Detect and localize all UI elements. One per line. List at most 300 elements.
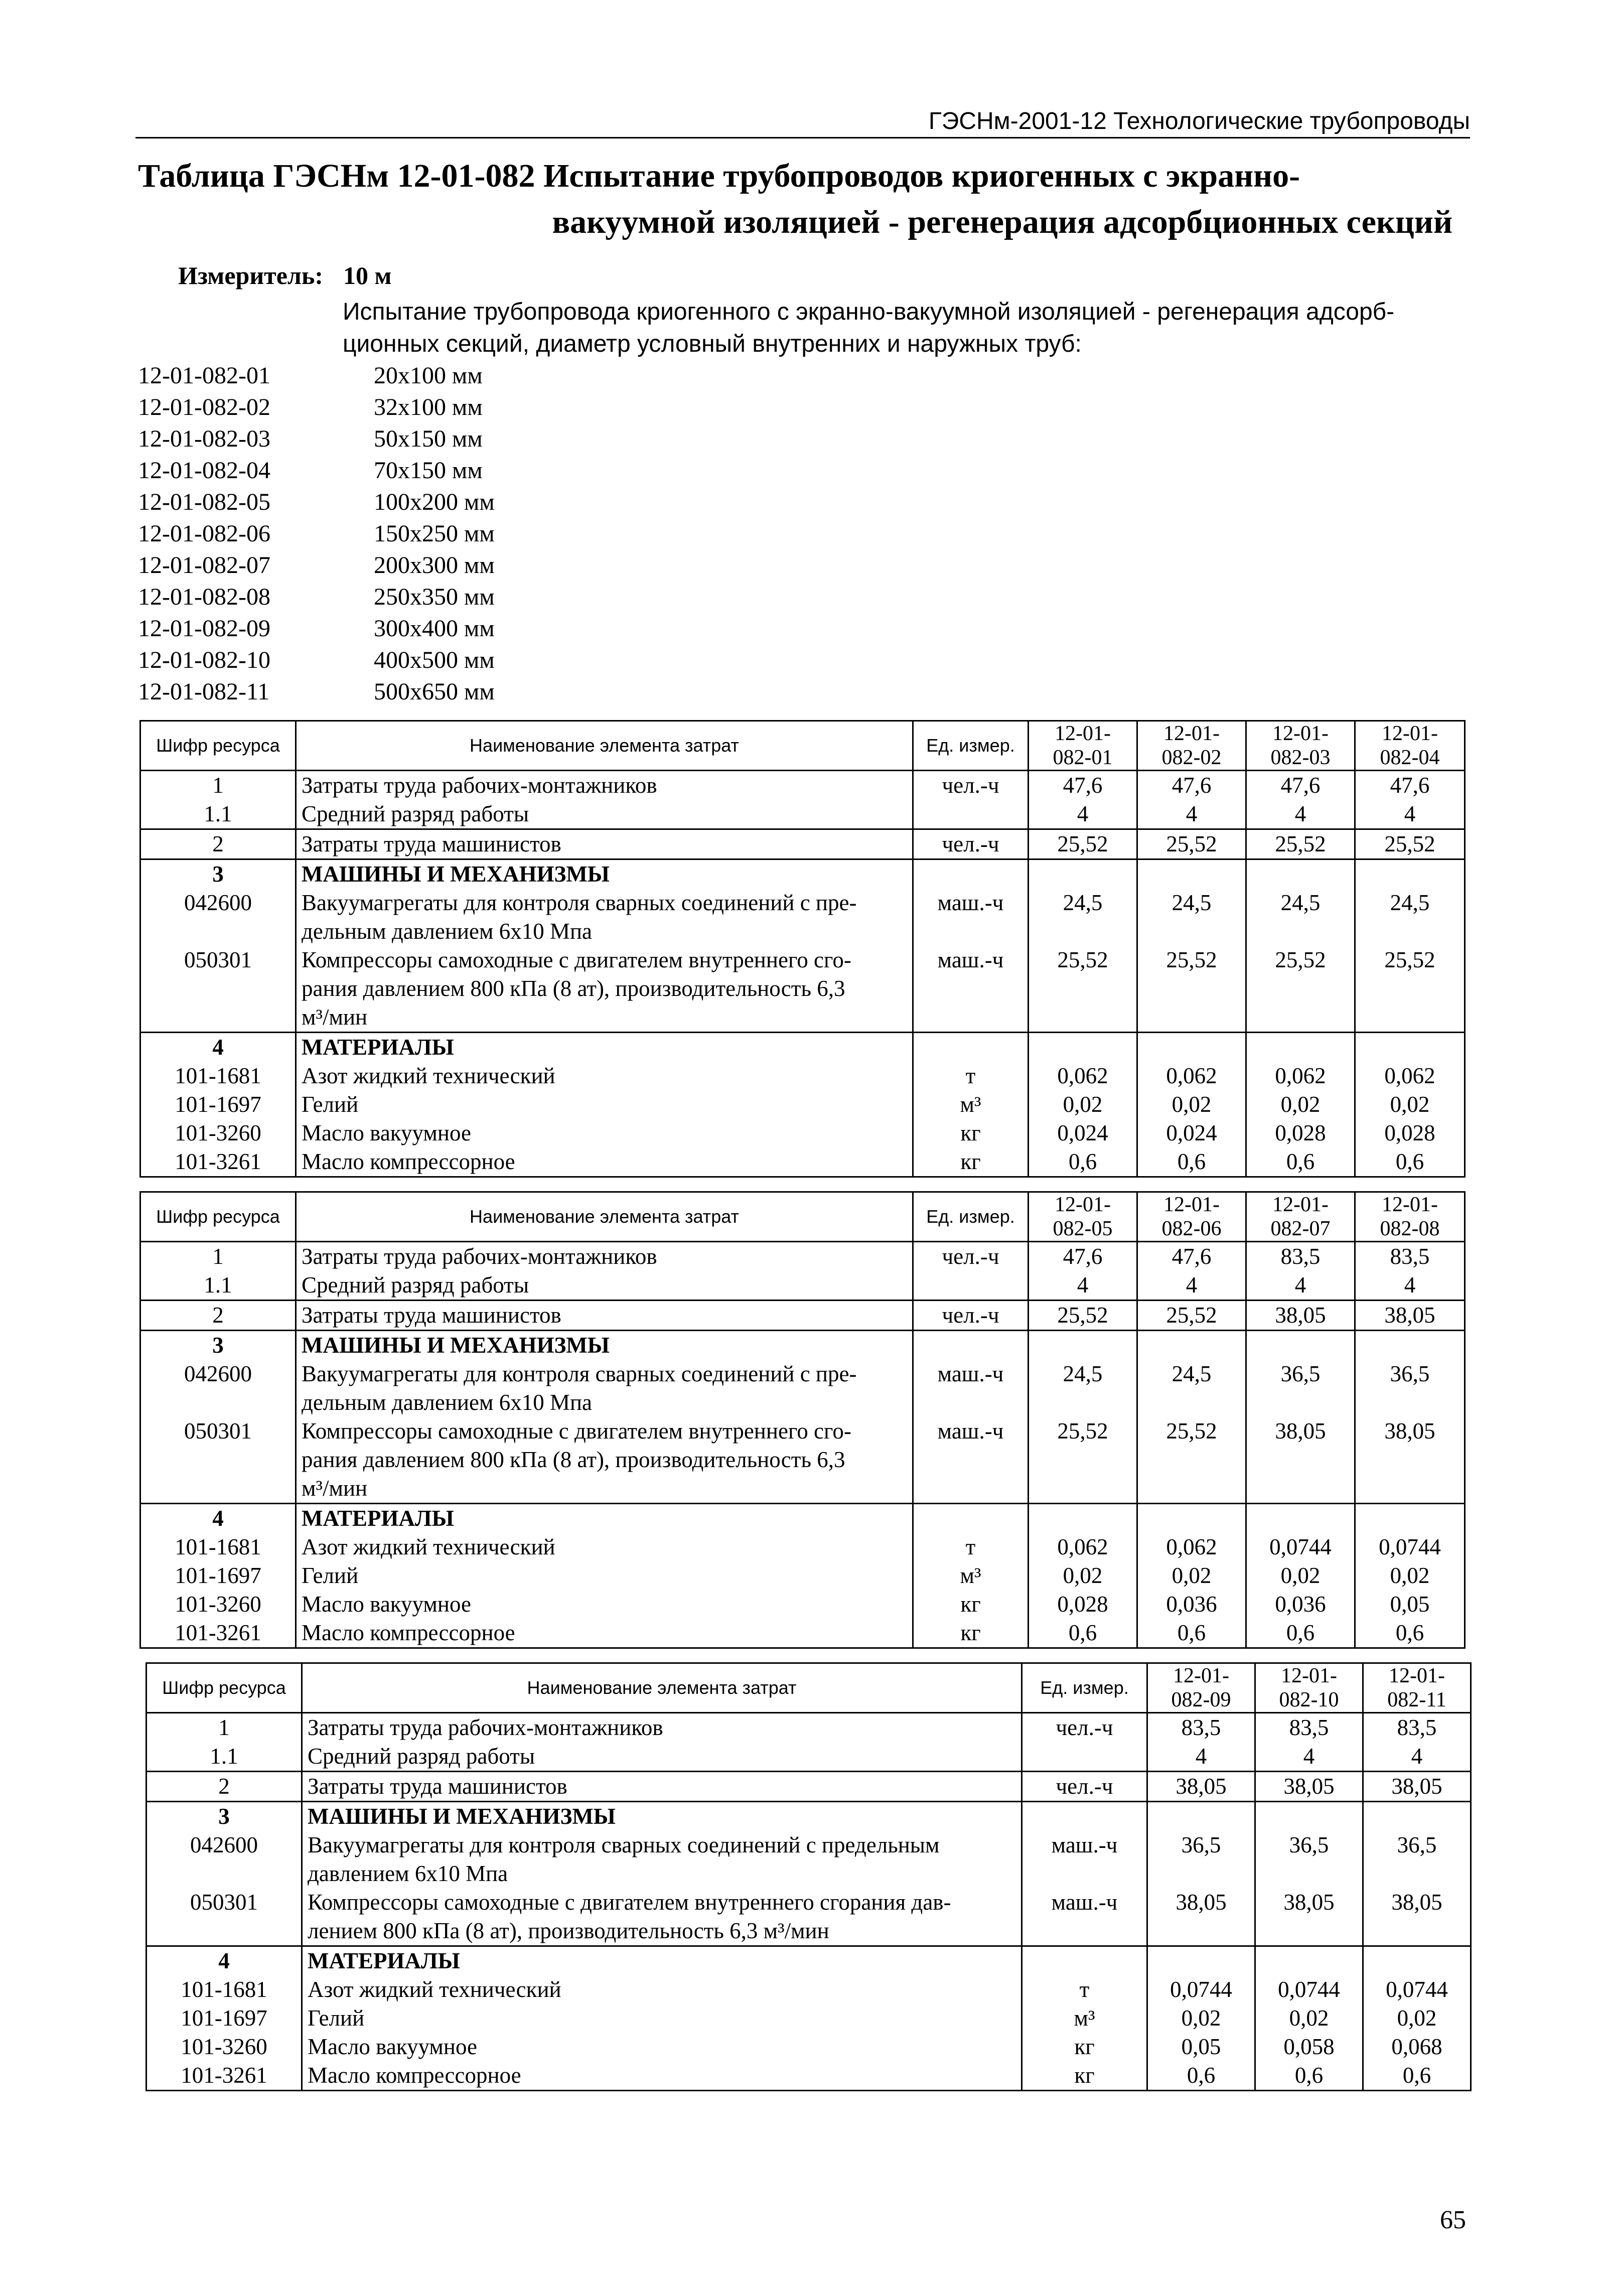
table-row	[140, 1271, 1465, 1301]
norm-value: 0,058	[1255, 2033, 1363, 2061]
header-norm-code	[1355, 1192, 1465, 1242]
norm-value: 0,062	[1246, 1062, 1355, 1090]
norm-code-line: 082-10	[1279, 1688, 1339, 1711]
page-title	[138, 153, 1452, 245]
norm-code-line: 12-01-	[1281, 1664, 1337, 1687]
resource-name-line: давлением 6x10 Мпа	[308, 1861, 508, 1886]
resource-name	[296, 1417, 913, 1504]
norm-value: 0,028	[1029, 1590, 1137, 1619]
item-code: 12-01-082-10	[138, 647, 270, 673]
item-diameter: 300x400 мм	[374, 615, 495, 642]
norm-value: 0,028	[1355, 1119, 1465, 1147]
running-header	[135, 107, 1470, 138]
resource-name-line: м³/мин	[302, 1476, 368, 1501]
norm-code-line: 12-01-	[1382, 1193, 1438, 1216]
resource-code: 042600	[140, 1360, 296, 1417]
norm-value: 38,05	[1255, 1888, 1363, 1946]
norm-value: 83,5	[1246, 1242, 1355, 1271]
item-code: 12-01-082-05	[138, 489, 270, 515]
code-list-item	[138, 644, 495, 676]
resource-unit: кг	[913, 1590, 1029, 1619]
item-code: 12-01-082-07	[138, 552, 270, 579]
norm-value: 38,05	[1255, 1772, 1363, 1802]
norm-value: 0,0744	[1255, 1975, 1363, 2004]
resource-name: Затраты труда рабочих-монтажников	[296, 771, 913, 800]
resource-unit	[913, 1271, 1029, 1301]
table-row	[147, 1772, 1471, 1802]
resource-code: 3	[140, 1331, 296, 1360]
table-row	[140, 1561, 1465, 1590]
norm-value: 0,0744	[1355, 1533, 1465, 1561]
norm-value: 4	[1363, 1742, 1471, 1772]
measure-value: 10 м	[343, 261, 392, 290]
header-unit: Ед. измер.	[1022, 1663, 1147, 1713]
norm-value: 0,0744	[1147, 1975, 1255, 2004]
resource-code: 1.1	[147, 1742, 302, 1772]
norm-value: 4	[1147, 1742, 1255, 1772]
header-name: Наименование элемента затрат	[302, 1663, 1022, 1713]
code-list-item	[138, 423, 495, 455]
norm-value: 0,05	[1147, 2033, 1255, 2061]
resource-name: Затраты труда рабочих-монтажников	[296, 1242, 913, 1271]
resource-name: Средний разряд работы	[296, 1271, 913, 1301]
norm-code-line: 12-01-	[1272, 1193, 1329, 1216]
resource-name: Гелий	[296, 1561, 913, 1590]
resource-name: Масло компрессорное	[296, 1147, 913, 1177]
norm-value	[1137, 1504, 1246, 1533]
table-row	[140, 1619, 1465, 1648]
resource-name: Затраты труда рабочих-монтажников	[302, 1713, 1022, 1743]
header-unit: Ед. измер.	[913, 721, 1029, 771]
norm-value: 0,02	[1137, 1561, 1246, 1590]
resource-code: 1.1	[140, 800, 296, 829]
table-row	[140, 1590, 1465, 1619]
table-row	[147, 1831, 1471, 1888]
resource-code: 101-1681	[140, 1062, 296, 1090]
norm-value: 0,062	[1355, 1062, 1465, 1090]
resource-code: 101-3261	[147, 2061, 302, 2091]
norm-value: 0,0744	[1363, 1975, 1471, 2004]
measure-label: Измеритель:	[178, 261, 324, 290]
resource-code: 2	[140, 829, 296, 859]
norm-value: 0,02	[1246, 1090, 1355, 1119]
norm-value: 24,5	[1029, 889, 1137, 946]
norm-value	[1355, 1331, 1465, 1360]
norm-value: 0,02	[1029, 1090, 1137, 1119]
intro-line-2: ционных секций, диаметр условный внутренних и наружных труб:	[343, 331, 1082, 357]
running-title: ГЭСНм-2001-12 Технологические трубопроводы	[928, 108, 1470, 134]
norm-value: 0,062	[1029, 1533, 1137, 1561]
resource-code: 101-3260	[140, 1590, 296, 1619]
table-row	[147, 2004, 1471, 2033]
norm-value: 0,068	[1363, 2033, 1471, 2061]
norm-value: 47,6	[1246, 771, 1355, 800]
item-diameter: 400x500 мм	[374, 647, 495, 673]
norm-value: 4	[1355, 800, 1465, 829]
resource-name-line: Компрессоры самоходные с двигателем внутреннего сго-	[302, 1418, 851, 1444]
norm-value	[1137, 859, 1246, 889]
header-norm-code	[1246, 721, 1355, 771]
resource-name-line: дельным давлением 6x10 Мпа	[302, 919, 593, 944]
resource-unit: чел.-ч	[913, 771, 1029, 800]
header-norm-code	[1255, 1663, 1363, 1713]
resource-unit: маш.-ч	[913, 889, 1029, 946]
norm-value: 25,52	[1137, 1301, 1246, 1331]
norm-value	[1137, 1033, 1246, 1062]
norm-value: 0,02	[1029, 1561, 1137, 1590]
resource-unit: маш.-ч	[913, 946, 1029, 1033]
table-row	[140, 1417, 1465, 1504]
norm-value: 83,5	[1255, 1713, 1363, 1743]
norm-value: 36,5	[1147, 1831, 1255, 1888]
header-norm-code	[1355, 721, 1465, 771]
norm-value: 47,6	[1137, 1242, 1246, 1271]
resource-code: 3	[147, 1802, 302, 1831]
norm-value: 25,52	[1355, 946, 1465, 1033]
norm-code-line: 12-01-	[1163, 1193, 1220, 1216]
norm-code-line: 12-01-	[1389, 1664, 1445, 1687]
resource-unit: т	[1022, 1975, 1147, 2004]
resource-name: Масло компрессорное	[296, 1619, 913, 1648]
code-list-item	[138, 455, 495, 486]
norm-value	[1246, 1033, 1355, 1062]
norm-value: 25,52	[1029, 1417, 1137, 1504]
norm-value: 0,02	[1355, 1561, 1465, 1590]
norm-value: 36,5	[1363, 1831, 1471, 1888]
resource-code: 4	[140, 1033, 296, 1062]
norm-code-line: 12-01-	[1055, 1193, 1111, 1216]
resource-name: Азот жидкий технический	[296, 1533, 913, 1561]
table-row	[140, 1504, 1465, 1533]
resource-name: Затраты труда машинистов	[296, 829, 913, 859]
norm-value: 0,6	[1255, 2061, 1363, 2091]
table-row	[147, 1742, 1471, 1772]
resource-code: 042600	[140, 889, 296, 946]
norm-value	[1029, 1504, 1137, 1533]
norm-value: 24,5	[1137, 889, 1246, 946]
resource-name-line: рания давлением 800 кПа (8 ат), производительность 6,3	[302, 1447, 845, 1472]
norm-value: 47,6	[1355, 771, 1465, 800]
norm-value: 0,02	[1255, 2004, 1363, 2033]
norm-code-line: 12-01-	[1163, 722, 1220, 745]
intro-text	[343, 296, 1461, 360]
item-code: 12-01-082-04	[138, 457, 270, 484]
norm-value: 38,05	[1363, 1772, 1471, 1802]
item-diameter: 100x200 мм	[374, 489, 495, 515]
table-row	[147, 1888, 1471, 1946]
norm-value: 0,6	[1029, 1619, 1137, 1648]
header-norm-code	[1246, 1192, 1355, 1242]
norm-code-line: 082-04	[1380, 746, 1440, 769]
table-row	[140, 771, 1465, 800]
table-row	[140, 1062, 1465, 1090]
resource-name	[296, 946, 913, 1033]
norm-value: 38,05	[1355, 1301, 1465, 1331]
norm-value: 4	[1029, 1271, 1137, 1301]
item-diameter: 70x150 мм	[374, 457, 483, 484]
resource-name: Затраты труда машинистов	[302, 1772, 1022, 1802]
item-diameter: 20x100 мм	[374, 362, 483, 389]
title-line-2: вакуумной изоляцией - регенерация адсорбционных секций	[552, 204, 1452, 240]
resource-unit	[1022, 1946, 1147, 1976]
norm-value: 0,02	[1355, 1090, 1465, 1119]
table-row	[140, 1033, 1465, 1062]
header-unit: Ед. измер.	[913, 1192, 1029, 1242]
item-diameter: 250x350 мм	[374, 584, 495, 610]
table-row	[140, 859, 1465, 889]
resource-code: 4	[140, 1504, 296, 1533]
norm-value: 0,062	[1029, 1062, 1137, 1090]
norm-value: 0,062	[1137, 1533, 1246, 1561]
resource-code: 1	[147, 1713, 302, 1743]
resource-name-line: Вакуумагрегаты для контроля сварных соединений с пре-	[302, 890, 857, 915]
resource-unit: м³	[913, 1090, 1029, 1119]
norm-code-line: 082-07	[1270, 1217, 1331, 1240]
resource-unit: кг	[913, 1119, 1029, 1147]
norm-value: 38,05	[1363, 1888, 1471, 1946]
page-number: 65	[1440, 2206, 1466, 2234]
norm-value: 38,05	[1147, 1888, 1255, 1946]
norm-value: 25,52	[1355, 829, 1465, 859]
resource-name: Средний разряд работы	[302, 1742, 1022, 1772]
resource-unit	[913, 800, 1029, 829]
resource-unit: т	[913, 1062, 1029, 1090]
code-list-item	[138, 581, 495, 613]
table-row	[140, 800, 1465, 829]
resource-name-line: Вакуумагрегаты для контроля сварных соединений с пре-	[302, 1361, 857, 1386]
header-norm-code	[1363, 1663, 1471, 1713]
resource-code: 101-3261	[140, 1619, 296, 1648]
norm-value: 38,05	[1147, 1772, 1255, 1802]
resource-code: 4	[147, 1946, 302, 1976]
resource-name: МАШИНЫ И МЕХАНИЗМЫ	[296, 1331, 913, 1360]
resource-name: Масло вакуумное	[302, 2033, 1022, 2061]
table-row	[147, 1946, 1471, 1976]
table-header-row	[140, 1192, 1465, 1242]
norm-value: 25,52	[1029, 1301, 1137, 1331]
norm-value: 0,6	[1355, 1619, 1465, 1648]
resource-code: 101-1697	[140, 1090, 296, 1119]
resource-code: 101-3261	[140, 1147, 296, 1177]
resource-code: 2	[140, 1301, 296, 1331]
resource-name: МАТЕРИАЛЫ	[302, 1946, 1022, 1976]
resource-unit	[913, 1504, 1029, 1533]
header-norm-code	[1029, 1192, 1137, 1242]
norm-value: 0,6	[1137, 1619, 1246, 1648]
resource-code: 3	[140, 859, 296, 889]
norm-value	[1029, 1033, 1137, 1062]
item-diameter: 50x150 мм	[374, 425, 483, 452]
norm-value	[1355, 1033, 1465, 1062]
norm-code-line: 12-01-	[1382, 722, 1438, 745]
header-norm-code	[1137, 1192, 1246, 1242]
resource-name-line: Компрессоры самоходные с двигателем внутреннего сгорания дав-	[308, 1890, 951, 1915]
norm-value: 0,6	[1246, 1619, 1355, 1648]
header-name: Наименование элемента затрат	[296, 721, 913, 771]
resource-unit	[1022, 1742, 1147, 1772]
resource-name: Масло компрессорное	[302, 2061, 1022, 2091]
resource-name: Азот жидкий технический	[296, 1062, 913, 1090]
resource-name	[302, 1888, 1022, 1946]
norm-code-line: 12-01-	[1055, 722, 1111, 745]
norm-value: 25,52	[1029, 946, 1137, 1033]
resource-unit: маш.-ч	[1022, 1831, 1147, 1888]
norm-value: 38,05	[1355, 1417, 1465, 1504]
norm-value: 38,05	[1246, 1417, 1355, 1504]
norm-value	[1363, 1802, 1471, 1831]
resource-name: Масло вакуумное	[296, 1590, 913, 1619]
resource-name-line: Компрессоры самоходные с двигателем внутреннего сго-	[302, 947, 851, 972]
norm-value	[1363, 1946, 1471, 1976]
header-code: Шифр ресурса	[140, 1192, 296, 1242]
resource-unit	[1022, 1802, 1147, 1831]
table-header-row	[147, 1663, 1471, 1713]
table-row	[140, 1090, 1465, 1119]
resource-code: 1.1	[140, 1271, 296, 1301]
resource-code: 050301	[140, 946, 296, 1033]
resource-code: 101-3260	[140, 1119, 296, 1147]
norm-value: 4	[1137, 1271, 1246, 1301]
code-list-item	[138, 518, 495, 549]
table-row	[140, 829, 1465, 859]
norm-code-line: 082-06	[1161, 1217, 1222, 1240]
item-code: 12-01-082-11	[138, 678, 270, 705]
item-code: 12-01-082-03	[138, 425, 270, 452]
norm-value: 4	[1137, 800, 1246, 829]
resource-name-line: рания давлением 800 кПа (8 ат), производительность 6,3	[302, 976, 845, 1001]
norm-code-line: 082-02	[1161, 746, 1222, 769]
table-row	[147, 1713, 1471, 1743]
norm-value	[1255, 1802, 1363, 1831]
norm-value: 0,036	[1137, 1590, 1246, 1619]
norm-value: 4	[1246, 1271, 1355, 1301]
item-diameter: 500x650 мм	[374, 678, 495, 705]
norm-value	[1246, 1331, 1355, 1360]
resource-unit: чел.-ч	[913, 1301, 1029, 1331]
norm-value: 25,52	[1246, 946, 1355, 1033]
item-code: 12-01-082-02	[138, 394, 270, 420]
norm-value: 4	[1246, 800, 1355, 829]
norm-value: 0,024	[1029, 1119, 1137, 1147]
code-list-item	[138, 613, 495, 644]
table-row	[140, 1119, 1465, 1147]
norm-code-line: 082-08	[1380, 1217, 1440, 1240]
table-row	[140, 1301, 1465, 1331]
resource-unit: маш.-ч	[913, 1417, 1029, 1504]
norm-value: 4	[1255, 1742, 1363, 1772]
norm-code-line: 082-11	[1387, 1688, 1446, 1711]
norm-value: 24,5	[1137, 1360, 1246, 1417]
header-norm-code	[1147, 1663, 1255, 1713]
code-list-item	[138, 676, 495, 707]
norm-value: 0,02	[1137, 1090, 1246, 1119]
resource-code: 1	[140, 771, 296, 800]
norm-value: 4	[1355, 1271, 1465, 1301]
resource-unit	[913, 859, 1029, 889]
norm-value: 25,52	[1137, 946, 1246, 1033]
resource-name-line: дельным давлением 6x10 Мпа	[302, 1390, 593, 1415]
item-diameter: 32x100 мм	[374, 394, 483, 420]
resource-unit: т	[913, 1533, 1029, 1561]
code-list	[138, 360, 495, 707]
resource-name: Масло вакуумное	[296, 1119, 913, 1147]
table-row	[147, 1802, 1471, 1831]
table-row	[140, 1360, 1465, 1417]
table-row	[140, 889, 1465, 946]
item-diameter: 200x300 мм	[374, 552, 495, 579]
norm-value: 25,52	[1137, 829, 1246, 859]
norm-value: 83,5	[1147, 1713, 1255, 1743]
code-list-item	[138, 360, 495, 391]
resource-name: Затраты труда машинистов	[296, 1301, 913, 1331]
estimate-table-1	[139, 720, 1466, 1178]
norm-value: 0,02	[1147, 2004, 1255, 2033]
resource-unit	[913, 1033, 1029, 1062]
resource-unit: маш.-ч	[913, 1360, 1029, 1417]
norm-code-line: 12-01-	[1272, 722, 1329, 745]
estimate-table-3	[145, 1662, 1472, 2091]
resource-code: 101-3260	[147, 2033, 302, 2061]
resource-unit: чел.-ч	[913, 1242, 1029, 1271]
norm-code-line: 082-01	[1053, 746, 1113, 769]
norm-value: 38,05	[1246, 1301, 1355, 1331]
item-diameter: 150x250 мм	[374, 520, 495, 547]
measure-unit	[178, 261, 392, 290]
resource-code: 101-1697	[140, 1561, 296, 1590]
norm-value: 24,5	[1029, 1360, 1137, 1417]
resource-unit: чел.-ч	[1022, 1772, 1147, 1802]
code-list-item	[138, 391, 495, 423]
norm-value: 24,5	[1246, 889, 1355, 946]
norm-value	[1147, 1802, 1255, 1831]
resource-unit: м³	[913, 1561, 1029, 1590]
norm-value: 47,6	[1137, 771, 1246, 800]
norm-code-line: 082-05	[1053, 1217, 1113, 1240]
title-line-1: Таблица ГЭСНм 12-01-082 Испытание трубопроводов криогенных с экранно-	[138, 158, 1300, 194]
table-row	[140, 1242, 1465, 1271]
resource-code: 042600	[147, 1831, 302, 1888]
resource-name: Азот жидкий технический	[302, 1975, 1022, 2004]
header-code: Шифр ресурса	[140, 721, 296, 771]
resource-name: МАШИНЫ И МЕХАНИЗМЫ	[302, 1802, 1022, 1831]
resource-name-line: лением 800 кПа (8 ат), производительность 6,3 м³/мин	[308, 1918, 829, 1943]
norm-value: 4	[1029, 800, 1137, 829]
norm-code-line: 12-01-	[1173, 1664, 1229, 1687]
norm-value	[1255, 1946, 1363, 1976]
resource-code: 101-1681	[140, 1533, 296, 1561]
resource-code: 101-1681	[147, 1975, 302, 2004]
table-row	[147, 1975, 1471, 2004]
resource-name-line: м³/мин	[302, 1004, 368, 1030]
resource-name	[296, 1360, 913, 1417]
header-name: Наименование элемента затрат	[296, 1192, 913, 1242]
norm-value: 0,02	[1246, 1561, 1355, 1590]
norm-code-line: 082-03	[1270, 746, 1331, 769]
resource-unit: маш.-ч	[1022, 1888, 1147, 1946]
norm-value: 0,062	[1137, 1062, 1246, 1090]
norm-value: 47,6	[1029, 771, 1137, 800]
resource-code: 050301	[140, 1417, 296, 1504]
code-list-item	[138, 549, 495, 581]
table-row	[140, 946, 1465, 1033]
norm-value	[1137, 1331, 1246, 1360]
norm-value	[1246, 859, 1355, 889]
table-row	[147, 2061, 1471, 2091]
norm-value: 25,52	[1029, 829, 1137, 859]
norm-value: 0,6	[1029, 1147, 1137, 1177]
resource-name: Гелий	[296, 1090, 913, 1119]
norm-value: 0,028	[1246, 1119, 1355, 1147]
